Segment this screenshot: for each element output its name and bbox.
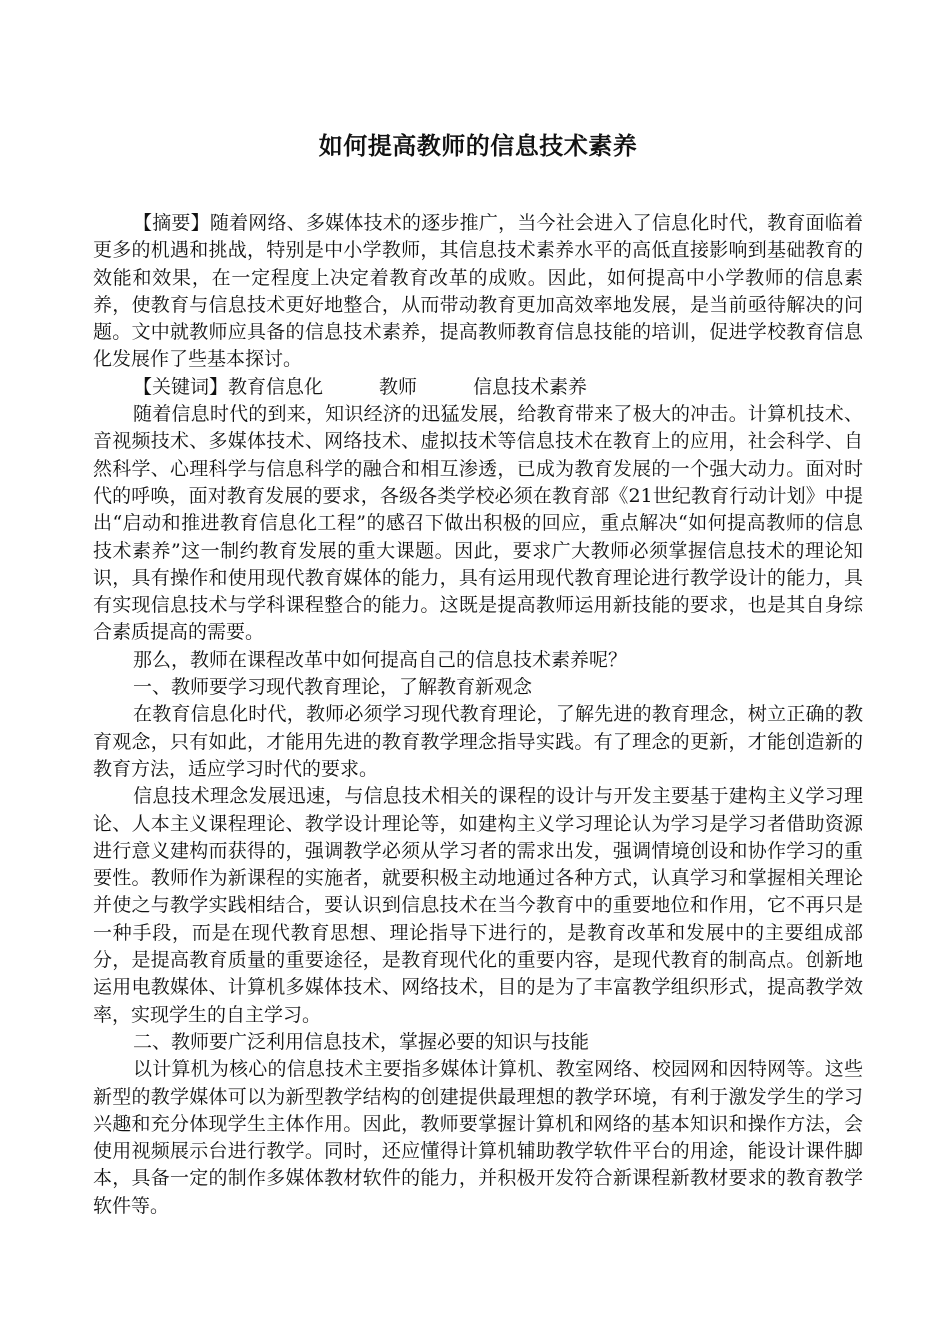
- keyword-teacher: 教师: [379, 375, 418, 398]
- question-paragraph: 那么，教师在课程改革中如何提高自己的信息技术素养呢？: [133, 648, 628, 671]
- keywords-label: 【关键词】教育信息化: [133, 375, 324, 398]
- body-paragraph-3: 信息技术理念发展迅速，与信息技术相关的课程的设计与开发主要基于建构主义学习理论、人本主义课程理论、教学设计理论等，如建构主义学习理论认为学习是学习者借助资源进行意义建构而获得的，强调教学必须从学习者的需求出发，强调情境创设和协作学习的重要性。教师作为新课程的实施者，就要积极主动地通过各种方式，认真学习和掌握相关理论并使之与教学实践相结合，要认识到信息技术在当今教育中的重要地位和作用，它不再只是一种手段，而是在现代教育思想、理论指导下进行的，是教育改革和发展中的主要组成部分，是提高教育质量的重要途径，是教育现代化的重要内容，是现代教育的制高点。创新地运用电教媒体、计算机多媒体技术、网络技术，目的是为了丰富教学组织形式，提高教学效率，实现学生的自主学习。: [93, 785, 863, 1026]
- section-heading-1: 一、教师要学习现代教育理论，了解教育新观念: [133, 676, 533, 699]
- body-paragraph-1: 随着信息时代的到来，知识经济的迅猛发展，给教育带来了极大的冲击。计算机技术、音视频技术、多媒体技术、网络技术、虚拟技术等信息技术在教育上的应用，社会科学、自然科学、心理科学与信息科学的融合和相互渗透，已成为教育发展的一个强大动力。面对时代的呼唤，面对教育发展的要求，各级各类学校必须在教育部《21世纪教育行动计划》中提出“启动和推进教育信息化工程”的感召下做出积极的回应，重点解决“如何提高教师的信息技术素养”这一制约教育发展的重大课题。因此，要求广大教师必须掌握信息技术的理论知识，具有操作和使用现代教育媒体的能力，具有运用现代教育理论进行教学设计的能力，具有实现信息技术与学科课程整合的能力。这既是提高教师运用新技能的要求，也是其自身综合素质提高的需要。: [93, 403, 863, 644]
- keyword-it-literacy: 信息技术素养: [473, 375, 588, 398]
- document-title: 如何提高教师的信息技术素养: [318, 132, 638, 160]
- keywords-line: [93, 374, 863, 401]
- body-paragraph-4: 以计算机为核心的信息技术主要指多媒体计算机、教室网络、校园网和因特网等。这些新型的教学媒体可以为新型教学结构的创建提供最理想的教学环境，有利于激发学生的学习兴趣和充分体现学生主体作用。因此，教师要掌握计算机和网络的基本知识和操作方法，会使用视频展示台进行教学。同时，还应懂得计算机辅助教学软件平台的用途，能设计课件脚本，具备一定的制作多媒体教材软件的能力，并积极开发符合新课程新教材要求的教育教学软件等。: [93, 1058, 863, 1217]
- section-heading-2: 二、教师要广泛利用信息技术，掌握必要的知识与技能: [133, 1030, 590, 1053]
- abstract-paragraph: 【摘要】随着网络、多媒体技术的逐步推广，当今社会进入了信息化时代，教育面临着更多的机遇和挑战，特别是中小学教师，其信息技术素养水平的高低直接影响到基础教育的效能和效果，在一定程度上决定着教育改革的成败。因此，如何提高中小学教师的信息素养，使教育与信息技术更好地整合，从而带动教育更加高效率地发展，是当前亟待解决的问题。文中就教师应具备的信息技术素养，提高教师教育信息技能的培训，促进学校教育信息化发展作了些基本探讨。: [93, 212, 863, 371]
- document-page: [93, 128, 863, 1220]
- body-paragraph-2: 在教育信息化时代，教师必须学习现代教育理论，了解先进的教育理念，树立正确的教育观念，只有如此，才能用先进的教育教学理念指导实践。有了理念的更新，才能创造新的教育方法，适应学习时代的要求。: [93, 703, 863, 780]
